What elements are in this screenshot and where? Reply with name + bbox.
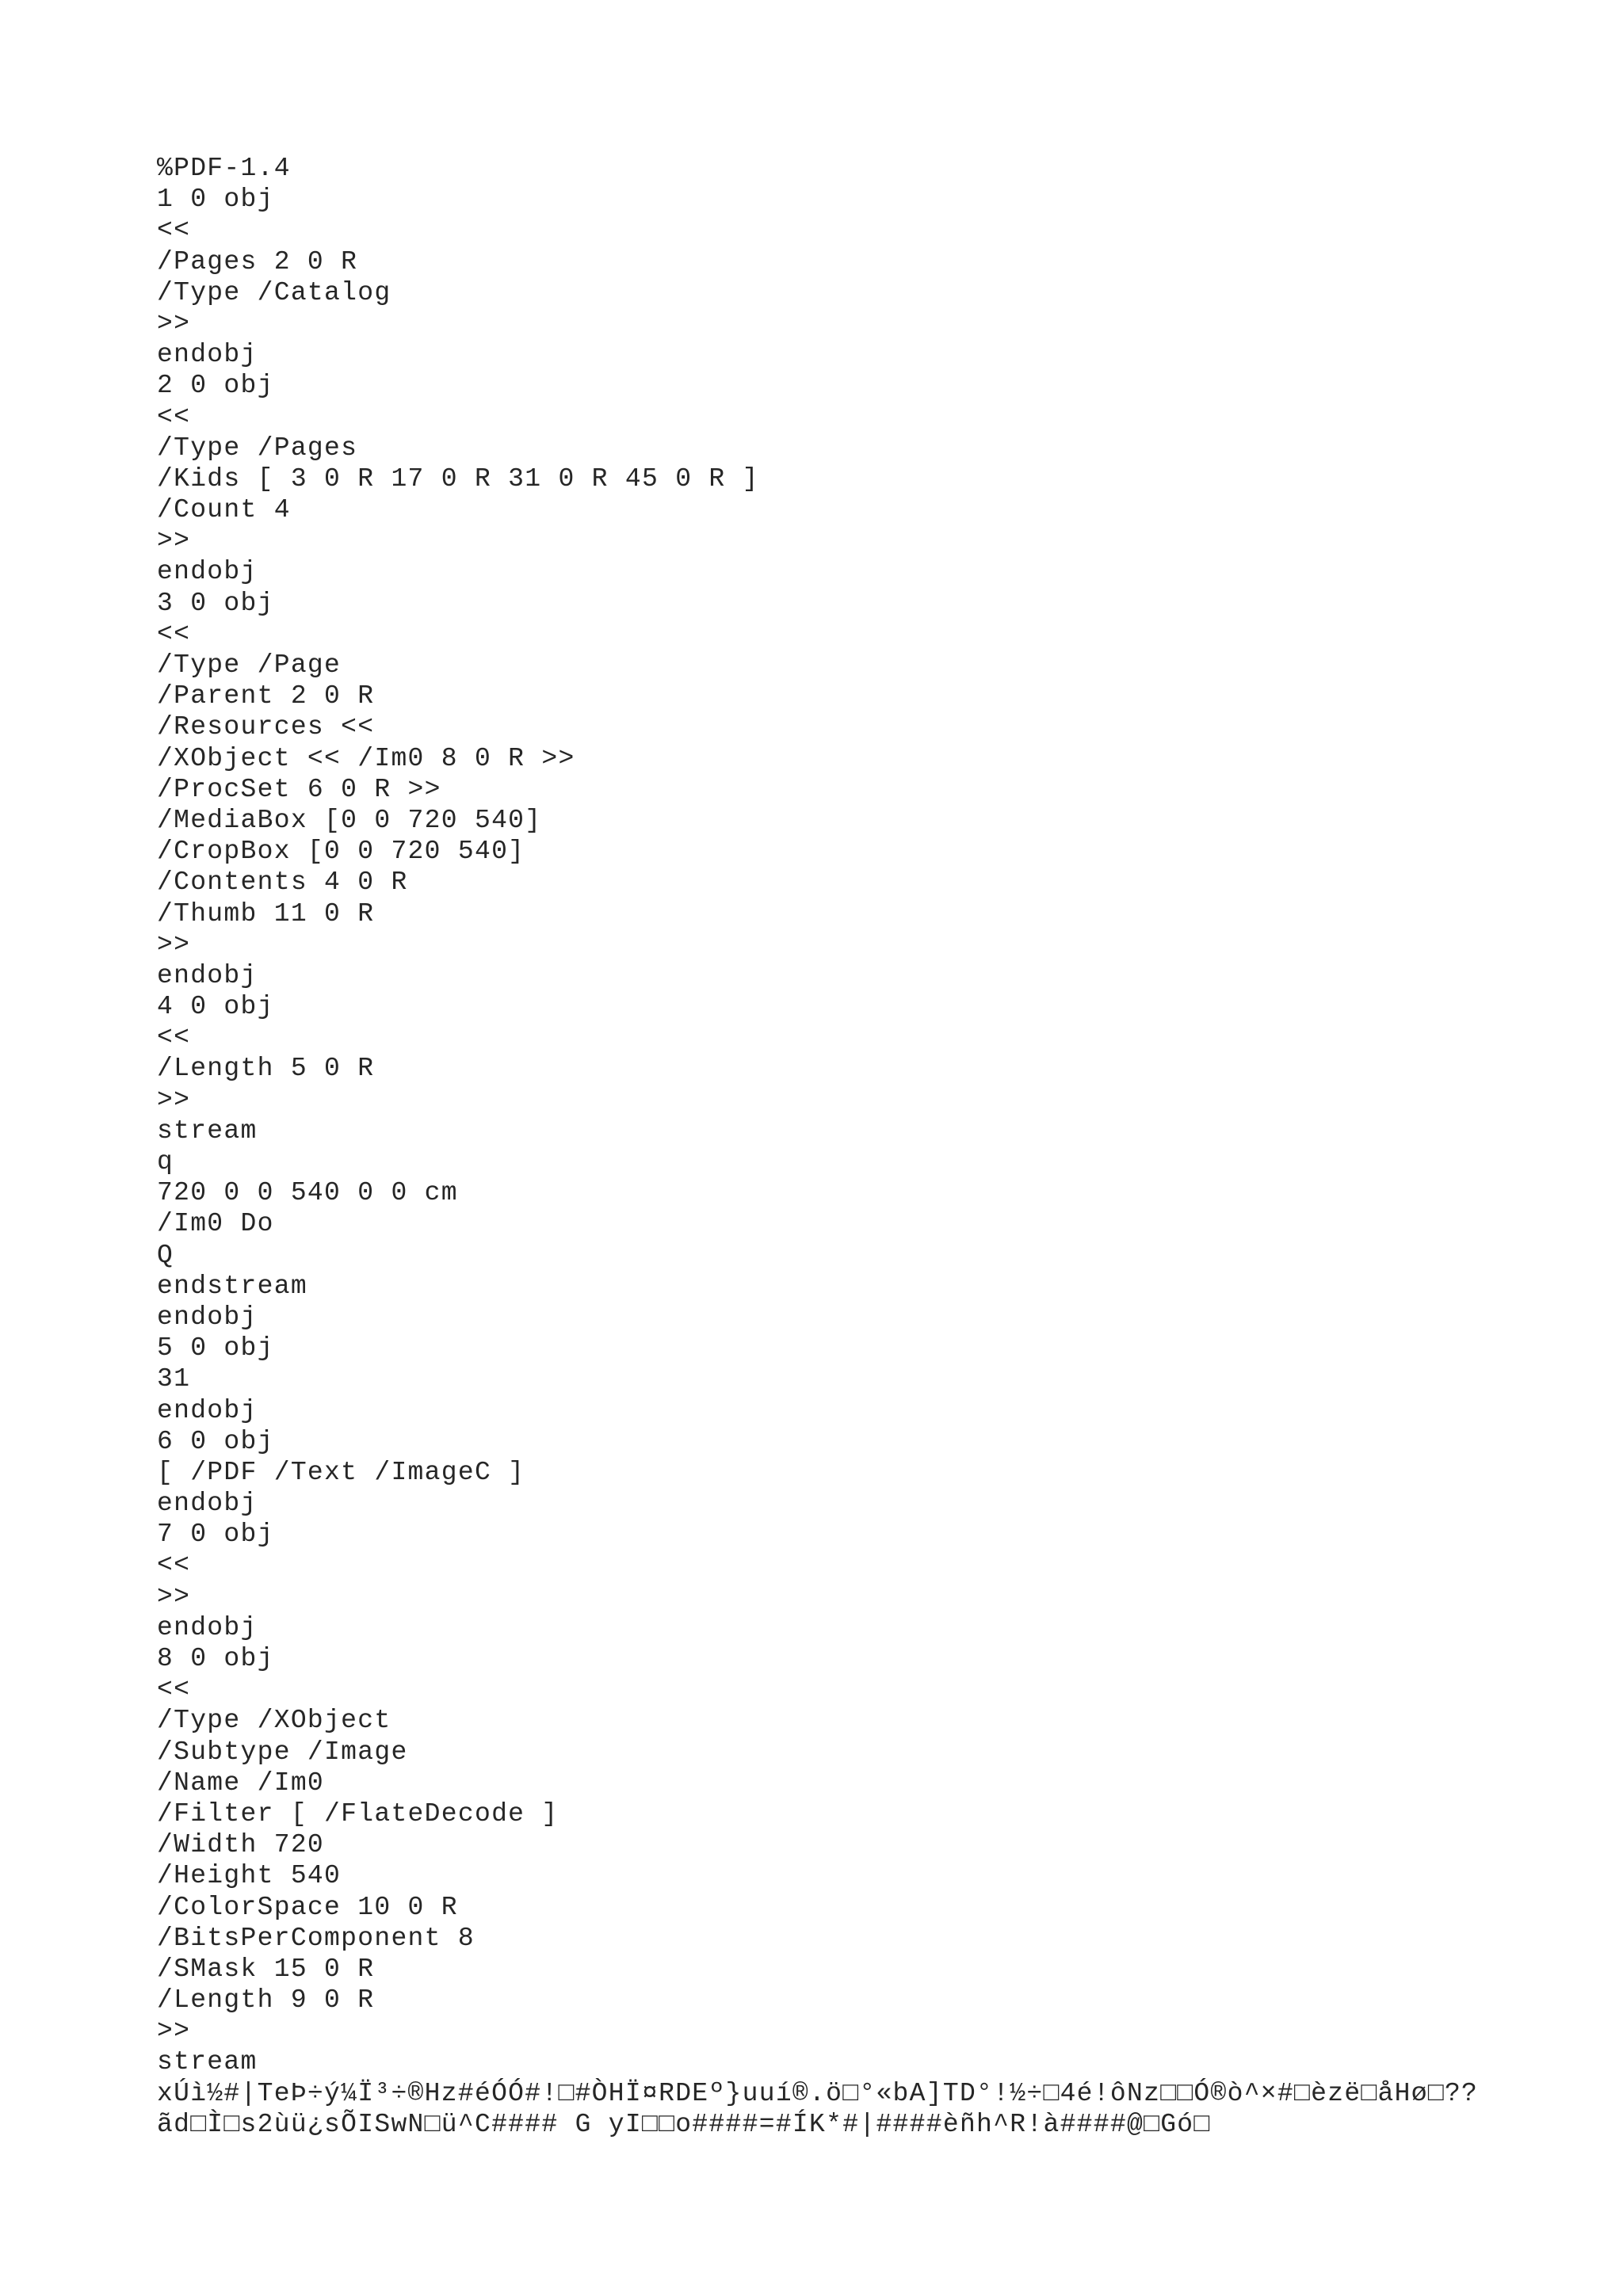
text-line: %PDF-1.4 bbox=[157, 154, 291, 183]
text-line: /MediaBox [0 0 720 540] bbox=[157, 805, 542, 835]
text-line: 5 0 obj bbox=[157, 1333, 274, 1363]
text-line: /Type /Catalog bbox=[157, 277, 391, 307]
text-line: /Resources << bbox=[157, 712, 375, 742]
text-line: /Height 540 bbox=[157, 1861, 342, 1891]
text-line: /Name /Im0 bbox=[157, 1768, 325, 1798]
text-line: q bbox=[157, 1147, 174, 1177]
text-line: /ProcSet 6 0 R >> bbox=[157, 774, 441, 804]
text-line: /Type /Page bbox=[157, 650, 342, 680]
text-line: >> bbox=[157, 526, 191, 556]
text-line: endobj bbox=[157, 960, 258, 990]
text-line: >> bbox=[157, 1581, 191, 1611]
text-line: 8 0 obj bbox=[157, 1644, 274, 1673]
text-line: >> bbox=[157, 2016, 191, 2046]
text-line: /Length 9 0 R bbox=[157, 1985, 375, 2016]
text-line: endobj bbox=[157, 557, 258, 587]
text-line: [ /PDF /Text /ImageC ] bbox=[157, 1457, 525, 1487]
text-line: /CropBox [0 0 720 540] bbox=[157, 837, 525, 867]
text-line: << bbox=[157, 402, 191, 432]
text-line: 31 bbox=[157, 1364, 191, 1394]
text-line: /Length 5 0 R bbox=[157, 1054, 375, 1084]
text-line: << bbox=[157, 1675, 191, 1705]
text-line: /Width 720 bbox=[157, 1830, 325, 1860]
text-line: /Contents 4 0 R bbox=[157, 868, 408, 898]
text-line: /Type /XObject bbox=[157, 1706, 391, 1736]
text-line: >> bbox=[157, 1085, 191, 1115]
text-line: endobj bbox=[157, 1612, 258, 1642]
text-line: /XObject << /Im0 8 0 R >> bbox=[157, 743, 575, 773]
text-line: xÚì½#|TeÞ÷ý¼Ï³÷®Hz#éÓÓ#!□#ÒHÏ¤RDEº}uuí®.ö□°«bA]TD°!½÷□4é!ôNz□□Ó®ò^×#□èzë□åHø□?? bbox=[157, 2078, 1479, 2108]
text-line: /Kids [ 3 0 R 17 0 R 31 0 R 45 0 R ] bbox=[157, 463, 759, 494]
text-line: 3 0 obj bbox=[157, 588, 274, 618]
text-line: 1 0 obj bbox=[157, 185, 274, 215]
text-line: /ColorSpace 10 0 R bbox=[157, 1892, 458, 1922]
text-line: >> bbox=[157, 308, 191, 338]
text-line: /Type /Pages bbox=[157, 433, 358, 463]
text-line: /Filter [ /FlateDecode ] bbox=[157, 1798, 559, 1829]
text-line: << bbox=[157, 215, 191, 246]
text-line: endobj bbox=[157, 1489, 258, 1519]
text-line: stream bbox=[157, 1116, 258, 1146]
text-line: endobj bbox=[157, 1302, 258, 1332]
text-line: 2 0 obj bbox=[157, 371, 274, 401]
text-line: /BitsPerComponent 8 bbox=[157, 1923, 475, 1953]
text-line: ãd□Ì□s2ùü¿sÕISwN□ü^C#### G yI□□o####=#ÍK*#|####èñh^R!à####@□Gó□ bbox=[157, 2109, 1211, 2139]
text-line: /Pages 2 0 R bbox=[157, 246, 358, 277]
text-line: /Subtype /Image bbox=[157, 1737, 408, 1767]
text-line: endobj bbox=[157, 340, 258, 370]
text-line: 7 0 obj bbox=[157, 1520, 274, 1550]
text-line: endstream bbox=[157, 1271, 307, 1301]
text-line: 6 0 obj bbox=[157, 1426, 274, 1456]
text-line: /Count 4 bbox=[157, 495, 291, 525]
text-line: << bbox=[157, 619, 191, 649]
text-line: 4 0 obj bbox=[157, 992, 274, 1022]
text-line: /SMask 15 0 R bbox=[157, 1954, 375, 1984]
text-line: /Parent 2 0 R bbox=[157, 681, 375, 711]
text-line: << bbox=[157, 1550, 191, 1581]
text-line: /Thumb 11 0 R bbox=[157, 898, 375, 929]
text-line: endobj bbox=[157, 1395, 258, 1425]
text-line: 720 0 0 540 0 0 cm bbox=[157, 1178, 458, 1208]
pdf-source-text bbox=[157, 153, 1583, 2140]
text-line: /Im0 Do bbox=[157, 1209, 274, 1239]
text-line: Q bbox=[157, 1240, 174, 1270]
text-line: stream bbox=[157, 2047, 258, 2077]
text-line: << bbox=[157, 1023, 191, 1053]
text-line: >> bbox=[157, 929, 191, 959]
